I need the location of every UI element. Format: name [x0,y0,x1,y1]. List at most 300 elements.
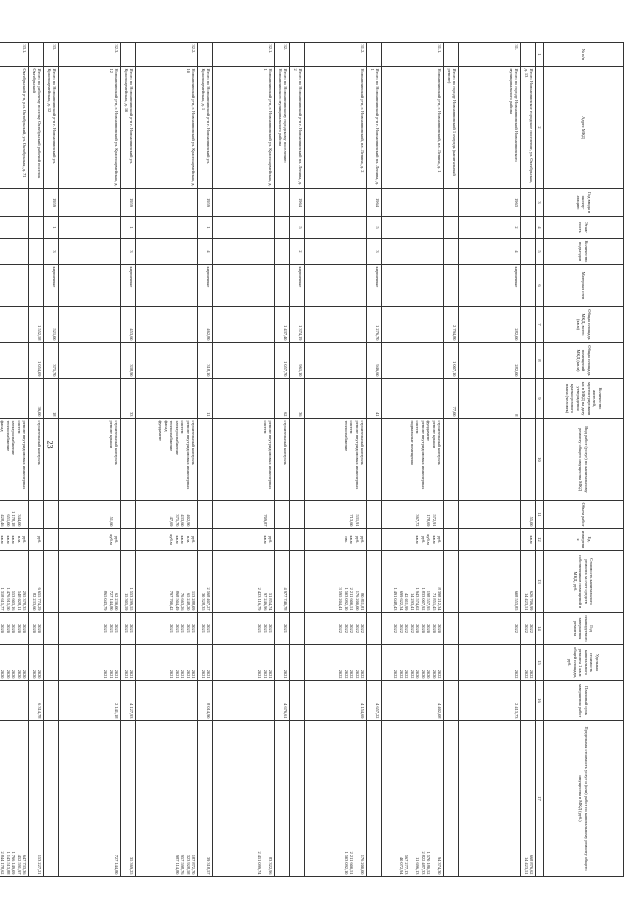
table-cell [521,343,536,379]
table-cell: 2021 [275,645,290,681]
table-cell: 1959 [44,189,59,217]
table-cell [305,307,367,343]
table-cell: ремонт внутридомовых инженерных систем [213,419,275,501]
repair-plan-table [0,42,624,877]
table-cell: 2022 2022 [521,645,536,681]
table-cell: 51,60 [59,501,121,529]
table-cell: Новоаннинский р-н, г. Новоаннинский ул. Красноармейская, д. 1 [213,67,275,189]
table-cell [0,239,29,265]
table-cell [59,189,121,217]
table-cell: 2022 [459,645,521,681]
table-cell: 4 402,08 [382,681,444,721]
table-cell: 402,90 433,60 375,70 47,69 [136,501,198,529]
table-cell [290,681,305,721]
table-viewport [0,42,624,876]
column-header-5: Количество подъездов [544,239,624,265]
table-cell: 4 977 740,78 [275,551,290,613]
table-cell: 1 276,70 [367,307,382,343]
table-cell: 94 374,30 1 570 180,52 2 822 487,33 11 696,13 567 277,13 40 072,94 [382,721,444,877]
table-cell: 626 706,99 14 423,51 [521,551,536,613]
table-cell [136,343,198,379]
column-number-6: 6 [536,265,544,307]
total-row [44,43,59,877]
table-cell [382,265,444,307]
table-cell: 32. [275,43,290,67]
table-cell [521,189,536,217]
table-cell: 8 398 212,34 71 851,45 198 557,95 1 833 007,92 1 943 574,02 14 293,41 42 011,99 699 622,34 1 491 048,43 [382,551,444,613]
table-cell: 83 322,96 2 451 099,74 [213,721,275,877]
table-cell: Итого по Новоаннинский р-н г. Новоаннинский пл. Ленина, д. 2 [290,67,305,189]
table-cell [29,239,44,265]
table-cell: 1963 [459,189,521,217]
table-cell: Итого по Новоаннинский р-н г. Новоаннинский ул. Красноармейская, д. 1 [198,67,213,189]
table-cell [275,721,290,877]
table-cell [305,239,367,265]
rotated-table-container [0,42,624,876]
table-cell: руб. руб. кв.м пм. [305,529,367,551]
table-cell: ремонт внутридомовых инженерных систем электроснабжение теплоснабжение фасад [0,419,29,501]
table-cell: кирпичные [121,265,136,307]
table-cell [444,551,459,613]
table-cell: 31.1. [382,43,444,67]
table-cell: 39 318,57 [198,721,213,877]
table-cell: 344,00 1 178,18 651,00 428,46 [0,501,29,529]
table-cell: 709,87 [213,501,275,529]
total-row [29,43,44,877]
column-number-row [536,43,544,877]
table-cell [290,613,305,645]
table-cell [290,645,305,681]
table-cell: 1 007,10 [444,343,459,379]
column-number-8: 8 [536,343,544,379]
table-cell [0,343,29,379]
table-cell [136,681,198,721]
table-cell: 961,10 [290,343,305,379]
table-cell: 33.1. [0,43,29,67]
table-cell: 1 552,58 [29,307,44,343]
table-cell: 2021 2021 [121,613,136,645]
table-cell: строительный контроль ремонт внутридомовых инженерных систем электроснабжение теплоснабжение фасад фундамент [136,419,198,501]
column-header-7: Общая площадь МКД, всего (кв.м) [544,307,624,343]
table-cell [136,265,198,307]
table-cell: строительный контроль ремонт внутридомовых инженерных систем теплоснабжение [305,419,367,501]
table-cell: Новоаннинский р-н, г. Новоаннинский ул. Красноармейская, д. 10 [136,67,198,189]
column-number-16: 16 [536,681,544,721]
table-cell [382,217,444,239]
table-cell [213,343,275,379]
table-cell: 338,90 [121,343,136,379]
table-cell: руб. п.м. кв.м кв.м куб.м [136,529,198,551]
table-cell: 41 [367,379,382,419]
total-row [367,43,382,877]
column-number-11: 11 [536,501,544,529]
table-cell: 5 [290,217,305,239]
table-cell [521,379,536,419]
table-cell: 2022 2022 2022 2022 2022 [305,645,367,681]
table-cell [0,265,29,307]
table-cell: 453,60 [121,307,136,343]
table-cell [459,419,521,501]
table-cell: 2021 2021 2021 2021 2021 [136,645,198,681]
table-cell [521,265,536,307]
table-cell [198,501,213,529]
table-cell [382,239,444,265]
table-cell: руб. кв.м [213,529,275,551]
column-header-13: Стоимость капитального ремонта за счет средств собственников помещений в МКД, руб. [544,551,624,613]
table-cell: 2020 2020 [29,645,44,681]
table-cell [59,239,121,265]
table-cell: 295 378,35 548 028,11 553 603,16 1 476 915,50 1 318 615,77 [0,551,29,613]
column-number-4: 4 [536,217,544,239]
table-cell [275,239,290,265]
table-cell: руб. кв.м куб.м руб. кв.м [382,529,444,551]
table-cell [444,681,459,721]
table-cell: 33. [44,43,59,67]
table-cell [44,501,59,529]
table-cell: 1 [121,217,136,239]
table-cell: кирпичные [290,265,305,307]
total-row [290,43,305,877]
table-cell [213,681,275,721]
table-cell [290,529,305,551]
table-cell [198,419,213,501]
total-row [121,43,136,877]
table-cell: 2 [290,239,305,265]
table-cell [275,501,290,529]
table-cell: 8 014,90 [198,681,213,721]
table-cell: 4 [459,239,521,265]
total-row [521,43,536,877]
table-cell: 32.2. [136,43,198,67]
table-cell [59,379,121,419]
table-cell: 462,80 [198,307,213,343]
table-cell [459,529,521,551]
table-cell: 2020 2020 2020 2020 2020 [0,645,29,681]
column-number-14: 14 [536,613,544,645]
table-cell [444,529,459,551]
table-cell: Новоаннинский р-н, г. Новоаннинский ул. Красноармейская, д. 12 [59,67,121,189]
table-cell: руб. куб.м [59,529,121,551]
table-cell [521,419,536,501]
table-cell [305,189,367,217]
table-cell [44,681,59,721]
table-cell [290,501,305,529]
table-cell: 1 [198,217,213,239]
page-number: 23 [45,440,55,449]
table-cell: 51 854,74 97 246,96 2 423 116,79 [213,551,275,613]
column-number-7: 7 [536,307,544,343]
building-row [59,43,121,877]
table-cell: 1 057,70 [275,343,290,379]
table-cell: 8 [459,379,521,419]
table-cell: 1959 [198,189,213,217]
column-number-1: 1 [536,43,544,67]
table-cell: 608 553,85 [459,551,521,613]
table-cell: 531,91 713,60 [305,501,367,529]
table-cell [59,307,121,343]
table-cell [213,217,275,239]
table-cell: 2021 2021 2021 [59,613,121,645]
table-cell: строительный контроль [29,419,44,501]
table-cell [305,217,367,239]
table-cell: строительный контроль [275,419,290,501]
table-cell [0,681,29,721]
table-cell: 2020 2020 2020 2020 2020 2022 2022 2022 2022 [382,613,444,645]
table-cell [213,379,275,419]
table-cell: 36,00 [29,379,44,419]
table-cell [444,419,459,501]
table-cell [367,551,382,613]
table-cell: 668 876,62 14 423,51 [521,721,536,877]
table-cell: кирпичные [44,265,59,307]
table-cell: 6 314,78 [29,681,44,721]
table-cell [121,501,136,529]
table-cell: 4 657,22 [367,681,382,721]
table-cell [136,217,198,239]
table-cell [44,419,59,501]
table-cell: 176 200,00 2 211 600,51 1 503 092,10 [305,721,367,877]
table-cell: 113 288,09 65 248,20 76 663,26 868 504,49 797 700,42 [136,551,198,613]
table-cell [444,189,459,217]
column-header-17: Предельная стоимость услуг и (или) работ по капитальному ремонту общего имущества в МКД (руб.) [544,721,624,877]
table-body [0,43,536,877]
table-cell [198,43,213,67]
table-cell: Итого по Новоаннинскому городскому поселению Новоаннинского муниципального района [275,67,290,189]
column-number-2: 2 [536,67,544,189]
column-header-4: Этаж-ность [544,217,624,239]
table-cell: 727 144,80 [59,721,121,877]
total-row [198,43,213,877]
column-number-15: 15 [536,645,544,681]
column-header-12: Ед. измерения [544,529,624,551]
table-cell: 153 227,21 [29,721,44,877]
table-cell: 2021 2021 [121,645,136,681]
table-cell [459,721,521,877]
table-cell: 62 230,00 727 144,80 865 043,79 [59,551,121,613]
table-cell: 32.1. [213,43,275,67]
table-cell [382,379,444,419]
column-number-9: 9 [536,379,544,419]
column-number-13: 13 [536,551,544,613]
table-cell: руб. п.м. кв.м кв.м кв.м [0,529,29,551]
table-cell: 1964 [290,189,305,217]
table-cell [29,501,44,529]
building-row [305,43,367,877]
table-cell: Итого по Новоаннинский р-н г. Новоаннинский ул. Красноармейская, д. 10 [121,67,136,189]
column-header-10: Вид работ (услуг) по капитальному ремонту общего имущества МКД [544,419,624,501]
building-row [459,43,521,877]
table-cell [290,551,305,613]
table-cell: Новоаннинский р-н, г. Новоаннинский, пл. Ленина, д. 1 [382,67,444,189]
table-cell [121,419,136,501]
table-cell [29,43,44,67]
table-cell [305,379,367,419]
table-cell: 2022 2022 2022 2022 2022 [305,613,367,645]
table-cell: 2 794,80 [444,307,459,343]
table-cell [198,529,213,551]
table-cell [275,189,290,217]
table-cell [444,721,459,877]
table-cell: 2020 2020 [29,613,44,645]
table-cell [29,265,44,307]
table-cell [444,43,459,67]
table-cell: кирпичные [459,265,521,307]
table-cell [121,529,136,551]
table-cell: 2021 2021 [198,645,213,681]
table-cell [0,379,29,419]
table-cell: 2 413,73 [459,681,521,721]
table-cell: Итого по городу Новоаннинский 1 очередь (капитальный ремонт) [444,67,459,189]
table-cell: 946,60 [367,343,382,379]
table-cell [29,189,44,217]
table-cell: строительный контроль ремонт крыши фундамент ремонт внутридомовых инженерных систем подвальные помещения [382,419,444,501]
table-cell: 3 [44,239,59,265]
table-cell [44,721,59,877]
table-cell [136,307,198,343]
table-cell: 3 [121,239,136,265]
table-cell [44,551,59,613]
table-cell: 2021 2021 2021 2021 2021 [136,613,198,645]
table-cell: 1 437,40 [275,307,290,343]
column-header-3: Год ввода в эксплу-атацию [544,189,624,217]
table-cell: кирпичные [198,265,213,307]
table-cell: 31. [459,43,521,67]
table-cell [275,217,290,239]
table-cell [213,239,275,265]
table-cell: 2021 2021 2021 [59,645,121,681]
building-row [382,43,444,877]
table-cell [444,217,459,239]
column-header-14: Год планируемого завершения ремонта [544,613,624,645]
table-cell [367,721,382,877]
table-cell: 2020 2020 2020 2020 2020 [0,613,29,645]
column-number-5: 5 [536,239,544,265]
column-header-6: Материал стен [544,265,624,307]
table-cell: 62 [275,379,290,419]
table-cell: Итого по городу Новоаннинский Новоаннинского муниципального района [459,67,521,189]
total-row [444,43,459,877]
table-cell: кв.м [521,529,536,551]
table-cell [275,265,290,307]
building-row [0,43,29,877]
table-cell: Итого по рабочему поселку Октябрьский рабочий поселок Октябрьский [29,67,44,189]
building-row [136,43,198,877]
table-cell: 18 [44,379,59,419]
table-cell: 647 733,36 452 591,97 1 766 149,09 1 143 513,88 2 844 178,62 [0,721,29,877]
table-cell [444,239,459,265]
table-cell [44,529,59,551]
table-cell: 1959 [121,189,136,217]
table-cell [290,419,305,501]
table-cell: 4 676,61 [275,681,290,721]
table-cell: 187 872,70 323 928,58 957 598,76 987 114,80 [136,721,198,877]
table-cell: 2 141,18 [59,681,121,721]
table-cell [444,265,459,307]
table-cell [444,645,459,681]
table-cell [521,239,536,265]
table-cell: 11 [198,379,213,419]
table-cell: 375,70 [44,343,59,379]
table-cell [136,239,198,265]
table-cell [382,307,444,343]
table-cell: кирпичные [367,265,382,307]
table-cell: 35 369,25 [121,721,136,877]
table-cell: 1 374,19 [290,307,305,343]
table-cell [444,613,459,645]
table-cell: 31.2. [305,43,367,67]
table-cell: 2 568 407,27 30 328,35 [198,551,213,613]
table-cell [521,681,536,721]
table-cell: 77,00 [444,379,459,419]
table-cell: Итого по Новоаннинский р-н г. Новоаннинский ул. Красноармейская, д. 12 [44,67,59,189]
table-cell [136,379,198,419]
table-cell [521,217,536,239]
table-cell: 318,10 [198,343,213,379]
table-cell [275,529,290,551]
table-cell: 3 [367,239,382,265]
table-cell [0,189,29,217]
table-cell: 2021 [275,613,290,645]
table-cell [459,501,521,529]
table-cell: строительный контроль ремонт крыши [59,419,121,501]
table-cell [0,217,29,239]
table-cell: 6 655 774,29 82 233,60 [29,551,44,613]
table-cell [367,501,382,529]
table-cell [305,343,367,379]
table-cell [136,189,198,217]
table-cell: 36 [290,379,305,419]
table-cell: 1 [44,217,59,239]
table-cell [367,613,382,645]
table-cell [121,43,136,67]
column-header-15: Удельная стоимость капитального ремонта 1 кв.м общей площади, руб. [544,645,624,681]
table-cell [59,217,121,239]
table-cell: 521,00 [44,307,59,343]
table-cell [444,501,459,529]
table-cell: 4 127,93 [121,681,136,721]
table-cell [290,43,305,67]
column-number-10: 10 [536,419,544,501]
table-cell: 2022 2022 [521,613,536,645]
header-row [544,43,624,877]
table-cell [382,343,444,379]
table-cell [305,265,367,307]
table-cell: 33 [121,379,136,419]
column-header-8: Общая площадь помещений МКД (кв.м) [544,343,624,379]
table-cell: 1 054,09 [29,343,44,379]
column-number-3: 3 [536,189,544,217]
column-number-17: 17 [536,721,544,877]
table-cell: 2 [459,217,521,239]
table-cell [59,265,121,307]
table-cell [367,529,382,551]
table-cell: 2021 2021 2021 [213,613,275,645]
column-header-9: Количество жителей, зарегистрированных в МКД на дату утверждения краткосрочного плана (человек) [544,379,624,419]
table-cell: 282,00 [459,307,521,343]
table-cell: 5 [367,217,382,239]
table-cell [59,343,121,379]
table-cell [0,307,29,343]
table-cell: 572,91 178,69 367,72 [382,501,444,529]
table-cell: 32.3. [59,43,121,67]
table-cell: 282,00 [459,343,521,379]
table-cell: 4 154,69 [305,681,367,721]
table-cell [367,419,382,501]
table-cell [213,265,275,307]
table-cell [213,307,275,343]
table-cell [44,645,59,681]
column-header-1: № п/п [544,43,624,67]
